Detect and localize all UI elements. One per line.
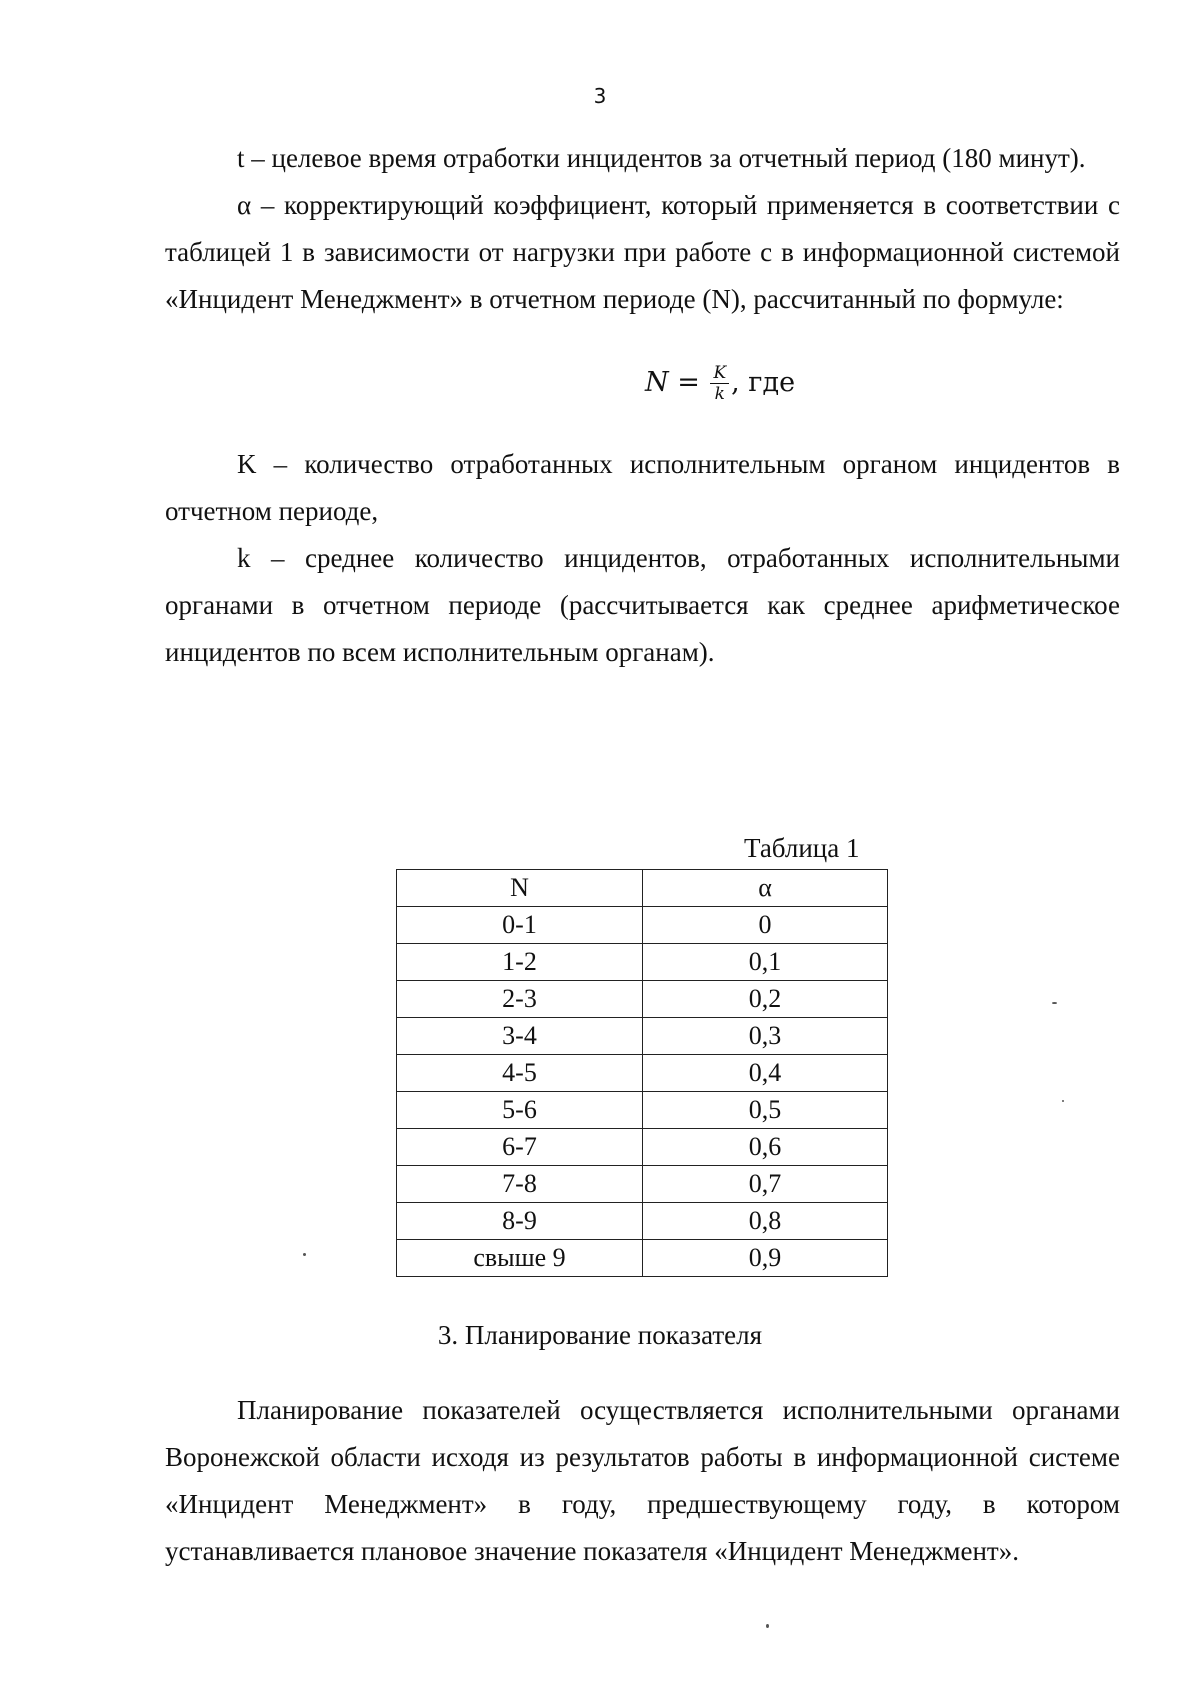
paragraph-k-upper-definition: K – количество отработанных исполнительным органом инцидентов в отчетном периоде, <box>165 449 1120 526</box>
table-row <box>397 1203 888 1240</box>
table-cell-n: 0-1 <box>397 907 643 944</box>
paragraph-alpha-definition: α – корректирующий коэффициент, который применяется в соответствии с таблицей 1 в зависимости от нагрузки при работе с в информационной системой «Инцидент Менеджмент» в отчетном периоде (N), рассчитанный по формуле: <box>165 190 1120 314</box>
table-row <box>397 907 888 944</box>
table-cell-alpha: 0,3 <box>643 1018 888 1055</box>
table-cell-alpha: 0,6 <box>643 1129 888 1166</box>
table-cell-alpha: 0,1 <box>643 944 888 981</box>
body-text-top <box>165 135 1120 676</box>
table-cell-alpha: 0,8 <box>643 1203 888 1240</box>
table-row <box>397 1018 888 1055</box>
coefficient-table <box>396 869 888 1277</box>
table-row <box>397 981 888 1018</box>
scan-speck <box>1052 1002 1057 1004</box>
formula-suffix: , где <box>731 367 796 398</box>
table-cell-n: 6-7 <box>397 1129 643 1166</box>
paragraph-target-time: t – целевое время отработки инцидентов за отчетный период (180 минут). <box>237 143 1086 173</box>
table-cell-n: 1-2 <box>397 944 643 981</box>
table-header-alpha: α <box>643 870 888 907</box>
table-cell-n: 7-8 <box>397 1166 643 1203</box>
table-row <box>397 1092 888 1129</box>
table-cell-n: 2-3 <box>397 981 643 1018</box>
table-cell-alpha: 0,5 <box>643 1092 888 1129</box>
table-row <box>397 1166 888 1203</box>
formula-denominator: k <box>714 384 725 404</box>
scan-speck <box>303 1253 306 1256</box>
paragraph-planning: Планирование показателей осуществляется исполнительными органами Воронежской области исходя из результатов работы в информационной системе «Инцидент Менеджмент» в году, предшествующему году, в котором устанавливается плановое значение показателя «Инцидент Менеджмент». <box>165 1395 1120 1566</box>
table-cell-alpha: 0,4 <box>643 1055 888 1092</box>
table-cell-alpha: 0 <box>643 907 888 944</box>
table-row <box>397 1240 888 1277</box>
table-cell-alpha: 0,9 <box>643 1240 888 1277</box>
scan-speck <box>1062 1100 1064 1102</box>
table-cell-n: 4-5 <box>397 1055 643 1092</box>
table-header-n: N <box>397 870 643 907</box>
page-number: 3 <box>593 84 607 108</box>
table-row <box>397 1129 888 1166</box>
table-row <box>397 944 888 981</box>
section-title: 3. Планирование показателя <box>437 1320 763 1350</box>
table-cell-alpha: 0,2 <box>643 981 888 1018</box>
table-cell-alpha: 0,7 <box>643 1166 888 1203</box>
table-header-row <box>397 870 888 907</box>
formula-equals: = <box>677 367 700 398</box>
formula-n <box>165 349 1120 419</box>
body-text-bottom <box>165 1387 1120 1575</box>
table-caption: Таблица 1 <box>744 833 860 863</box>
table-row <box>397 1055 888 1092</box>
formula-numerator: K <box>710 363 729 384</box>
scan-speck <box>766 1624 769 1628</box>
table-cell-n: свыше 9 <box>397 1240 643 1277</box>
table-cell-n: 8-9 <box>397 1203 643 1240</box>
formula-fraction <box>710 363 729 404</box>
table-cell-n: 5-6 <box>397 1092 643 1129</box>
formula-lhs: N <box>645 367 669 398</box>
table-cell-n: 3-4 <box>397 1018 643 1055</box>
paragraph-k-lower-definition: k – среднее количество инцидентов, отработанных исполнительными органами в отчетном периоде (рассчитывается как среднее арифметическое инцидентов по всем исполнительным органам). <box>165 543 1120 667</box>
